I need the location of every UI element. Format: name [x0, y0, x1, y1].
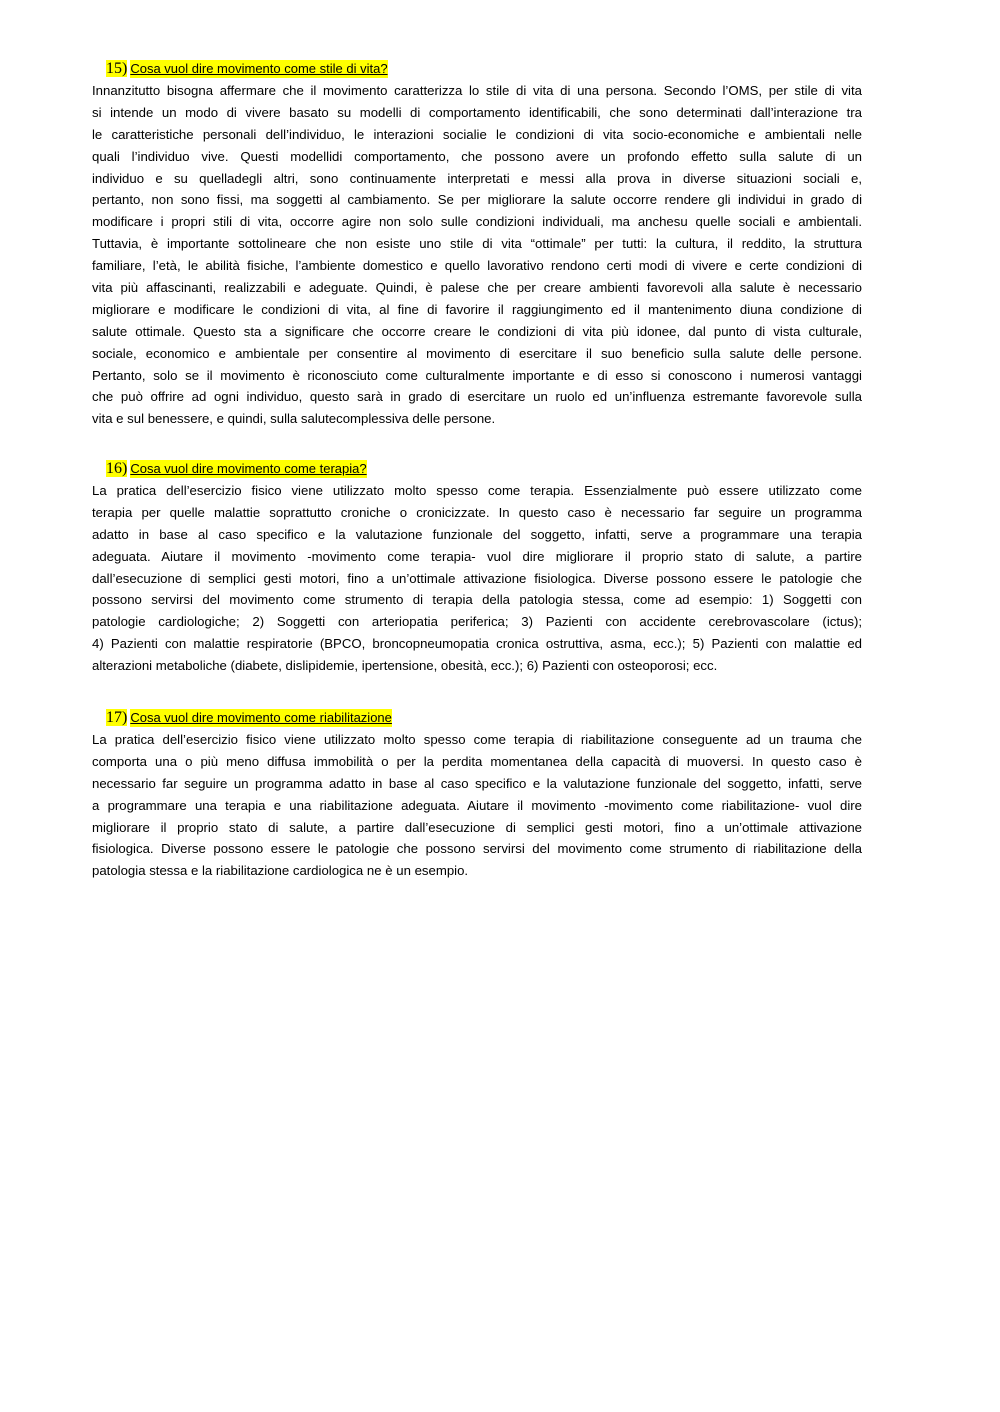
- text-line: 4) Pazienti con malattie respiratorie (BPCO, broncopneumopatia cronica ostruttiva, asma, ecc.); 5) Pazienti con malattie ed: [92, 636, 862, 652]
- text-line: le caratteristiche personali dell’individuo, le interazioni socialie le condizioni di vita socio-economiche e ambientali nelle: [92, 126, 862, 142]
- text-line: Innanzitutto bisogna affermare che il movimento caratterizza lo stile di vita di una persona. Secondo l’OMS, per stile di vita: [92, 83, 862, 98]
- question-title: Cosa vuol dire movimento come riabilitazione: [130, 710, 392, 725]
- text-line: patologia stessa e la riabilitazione cardiologica ne è un esempio.: [92, 863, 469, 879]
- text-line: familiare, l’età, le abilità fisiche, l’ambiente domestico e quello lavorativo rendono certi modi di vivere e certe condizioni di: [92, 258, 862, 274]
- text-line: individuo e su quelladegli altri, sono continuamente interpretati e messi alla prova in diverse situazioni sociali e,: [92, 170, 862, 186]
- text-line: Pertanto, solo se il movimento è riconosciuto come culturalmente importante e di esso si conoscono i numerosi vantaggi: [92, 367, 862, 383]
- paragraph: [92, 80, 862, 430]
- question-title: Cosa vuol dire movimento come stile di vita?: [130, 61, 388, 76]
- text-line: quali l’individuo vive. Questi modellidi comportamento, che possono avere un profondo effetto sulla salute di un: [92, 148, 862, 164]
- text-line: comporta una o più meno diffusa immobilità o per la perdita momentanea della capacità di muoversi. In questo caso è: [92, 753, 862, 769]
- text-line: migliorare e modificare le condizioni di vita, al fine di favorire il raggiungimento ed il mantenimento diuna condizione di: [92, 301, 862, 317]
- section-15: [92, 58, 862, 430]
- question-number: 15): [106, 60, 128, 77]
- text-line: a programmare una terapia e una riabilitazione adeguata. Aiutare il movimento -movimento come riabilitazione- vuol dire: [92, 797, 862, 813]
- text-line: vita e sul benessere, e quindi, sulla salutecomplessiva delle persone.: [92, 411, 496, 427]
- text-line: sociale, economico e ambientale per consentire al movimento di esercitare il suo beneficio sulla salute delle persone.: [92, 345, 862, 361]
- text-line: alterazioni metaboliche (diabete, dislipidemie, ipertensione, obesità, ecc.); 6) Pazienti con osteoporosi; ecc.: [92, 658, 718, 674]
- text-line: migliorare il proprio stato di salute, a partire dall’esecuzione di semplici gesti motori, fino a un’ottimale attivazione: [92, 819, 862, 835]
- section-16: [92, 458, 862, 677]
- question-title: Cosa vuol dire movimento come terapia?: [130, 461, 367, 476]
- text-line: vita più affascinanti, realizzabili e adeguate. Quindi, è palese che per creare ambienti favorevoli alla salute è necessario: [92, 280, 862, 296]
- text-line: patologie cardiologiche; 2) Soggetti con arteriopatia periferica; 3) Pazienti con accidente cerebrovascolare (ictus);: [92, 614, 862, 630]
- text-line: La pratica dell’esercizio fisico viene utilizzato molto spesso come terapia. Essenzialmente può essere utilizzato come: [92, 483, 862, 498]
- text-line: adatto in base al caso specifico e la valutazione funzionale del soggetto, infatti, serve a programmare una terapia: [92, 526, 862, 542]
- text-line: che può offrire ad ogni individuo, questo sarà in grado di esercitare un ruolo ed un’influenza estremante favorevole sulla: [92, 389, 862, 405]
- text-line: si intende un modo di vivere basato su modelli di comportamento identificabili, che sono determinati dall’interazione tra: [92, 104, 862, 120]
- text-line: fisiologica. Diverse possono essere le patologie che possono servirsi del movimento come strumento di riabilitazione della: [92, 841, 862, 857]
- section-heading: [106, 458, 862, 480]
- question-number: 16): [106, 460, 128, 477]
- paragraph: [92, 480, 862, 677]
- text-line: pertanto, non sono fissi, ma soggetti al cambiamento. Se per migliorare la salute occorre rendere gli individui in grado di: [92, 192, 862, 208]
- text-line: adeguata. Aiutare il movimento -movimento come terapia- vuol dire migliorare il proprio stato di salute, a partire: [92, 548, 862, 564]
- text-line: possono servirsi del movimento come strumento di terapia della patologia stessa, come ad esempio: 1) Soggetti con: [92, 592, 862, 608]
- section-17: [92, 707, 862, 882]
- text-line: necessario far seguire un programma adatto in base al caso specifico e la valutazione funzionale del soggetto, infatti, serve: [92, 775, 862, 791]
- text-line: Tuttavia, è importante sottolineare che non esiste uno stile di vita “ottimale” per tutti: la cultura, il reddito, la struttura: [92, 236, 862, 252]
- section-heading: [106, 707, 862, 729]
- text-line: salute ottimale. Questo sta a significare che occorre creare le condizioni di vita più idonee, dal punto di vista culturale,: [92, 323, 862, 339]
- text-line: modificare i propri stili di vita, occorre agire non solo sulle condizioni individuali, ma anchesu quelle sociali e ambientali.: [92, 214, 862, 230]
- section-heading: [106, 58, 862, 80]
- text-line: La pratica dell’esercizio fisico viene utilizzato molto spesso come terapia di riabilitazione conseguente ad un trauma che: [92, 732, 862, 747]
- text-line: dall’esecuzione di semplici gesti motori, fino a un’ottimale attivazione fisiologica. Diverse possono essere le patologie che: [92, 570, 862, 586]
- paragraph: [92, 729, 862, 882]
- question-number: 17): [106, 709, 128, 726]
- text-line: terapia per quelle malattie soprattutto croniche o cronicizzate. In questo caso è necessario far seguire un programma: [92, 504, 862, 520]
